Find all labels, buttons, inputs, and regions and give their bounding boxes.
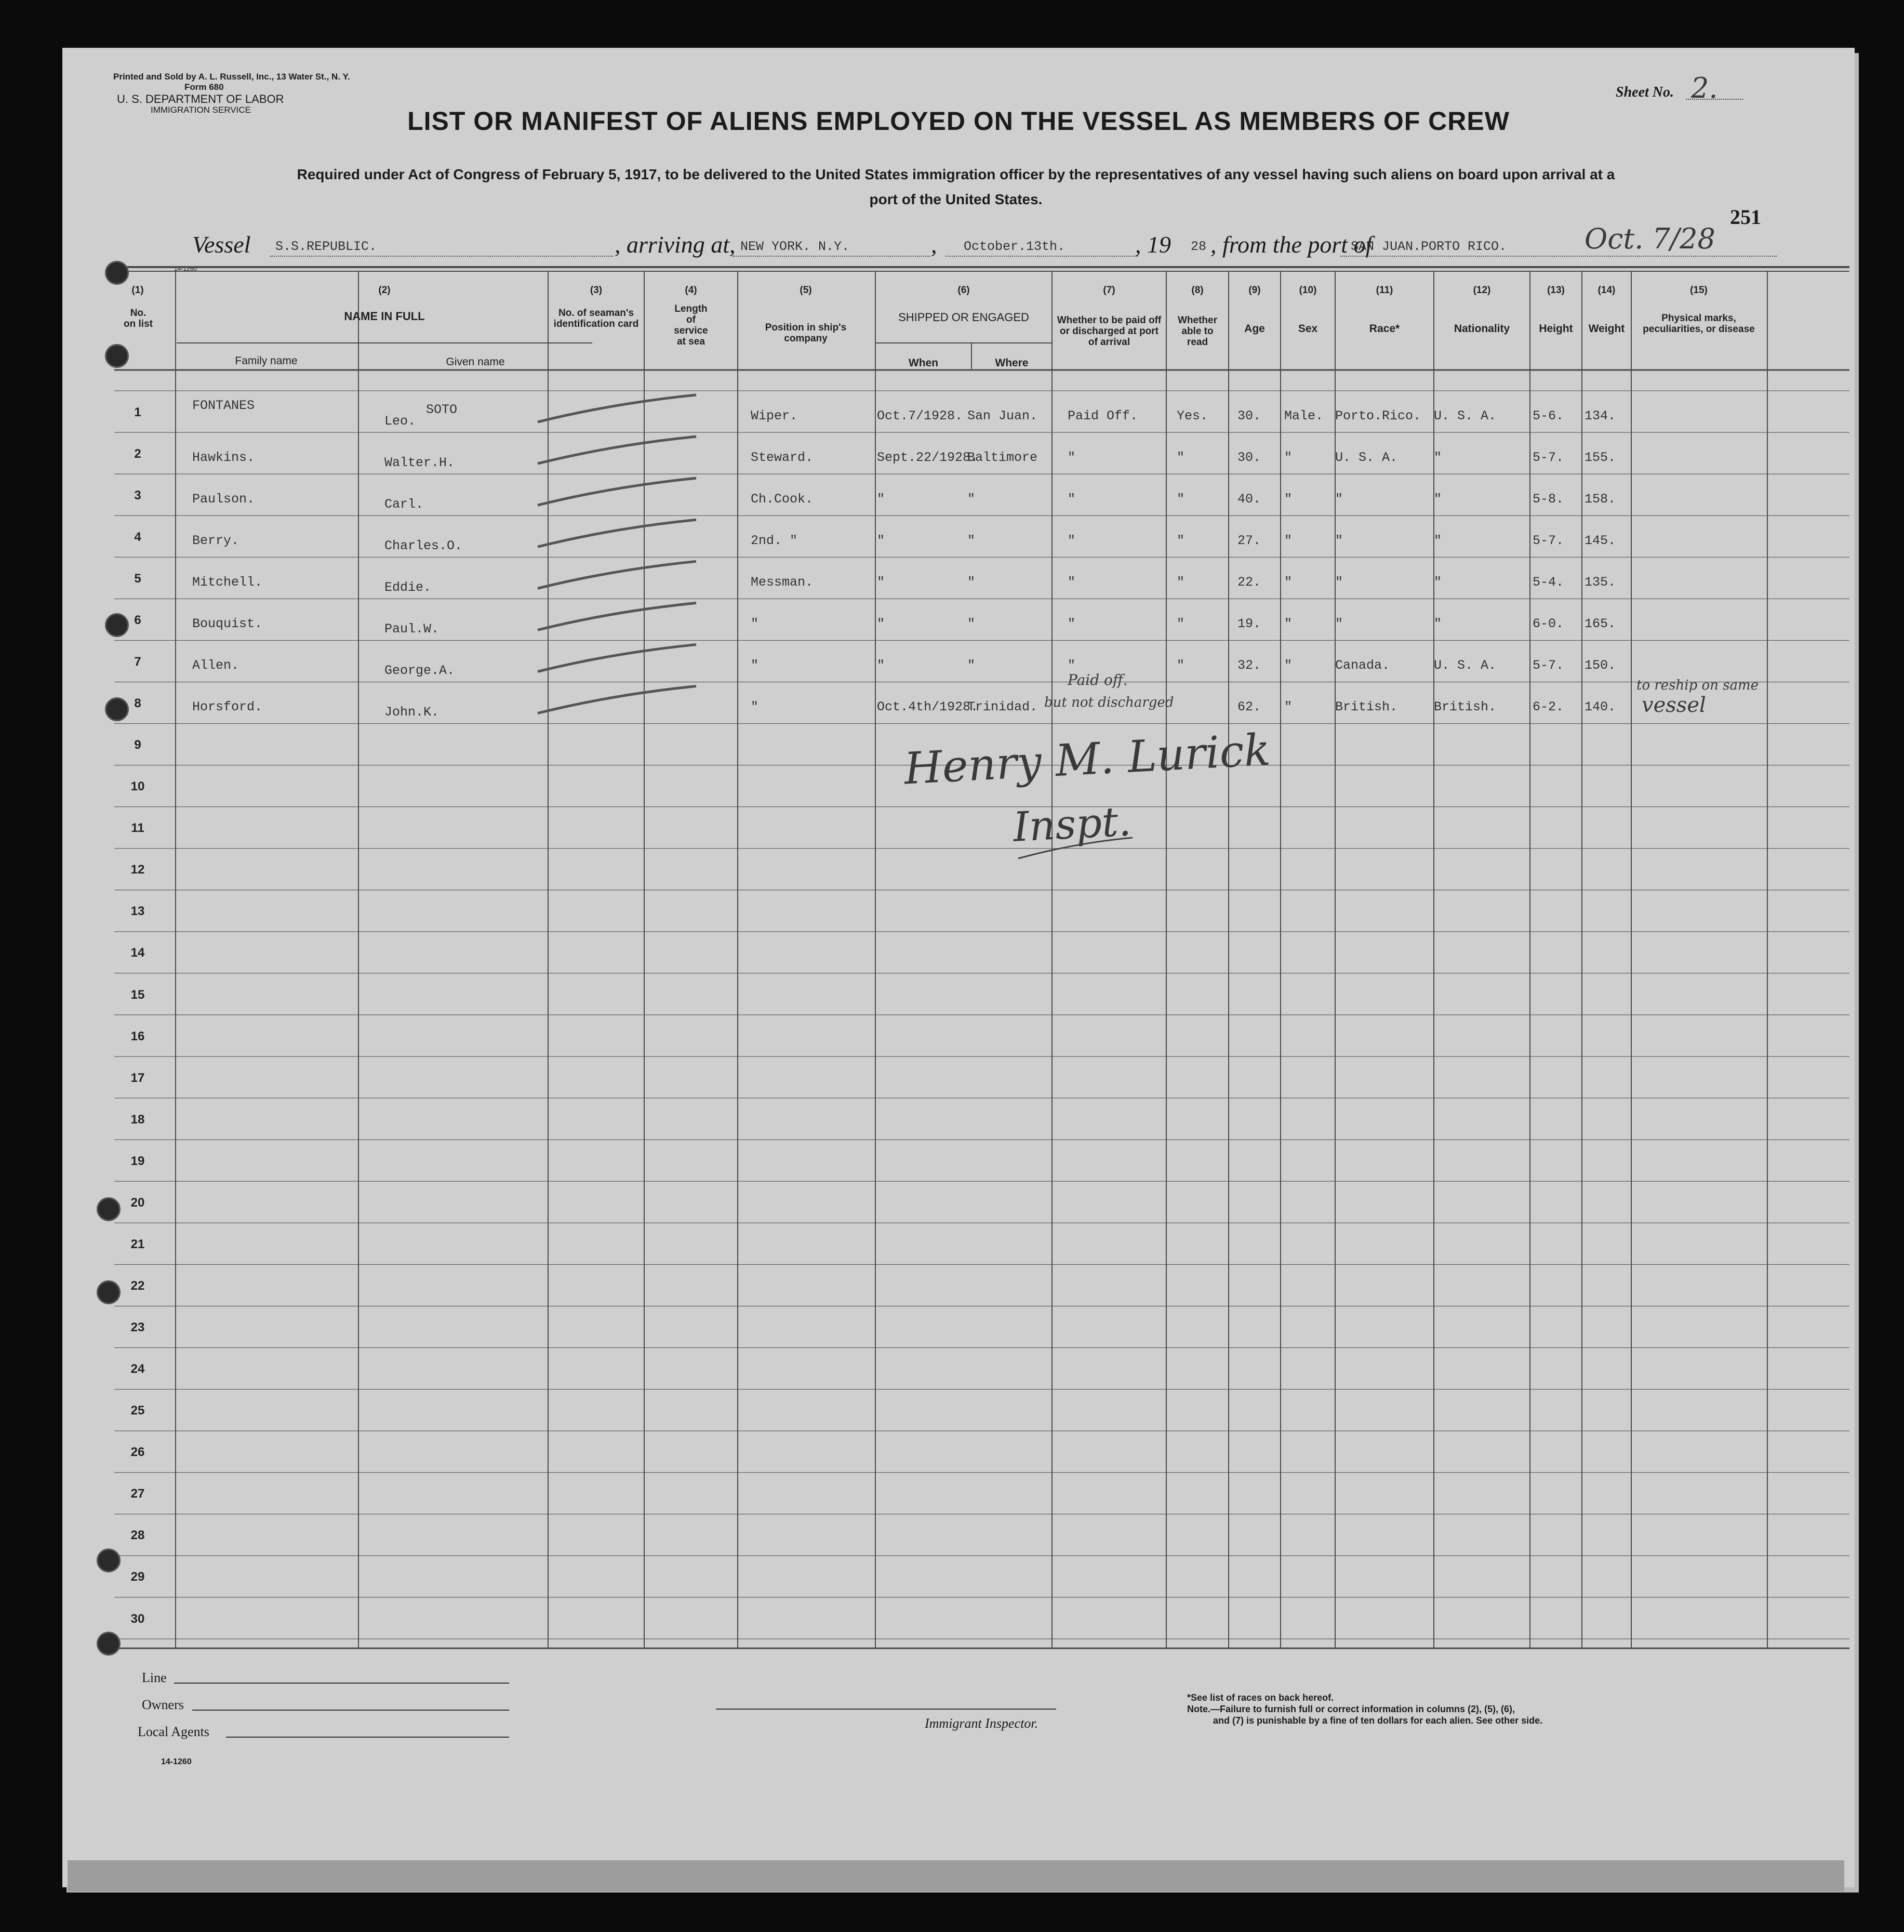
- footer-agents-rule: [226, 1737, 509, 1738]
- shipped-where: ": [967, 574, 976, 590]
- able-to-read: ": [1177, 616, 1185, 631]
- weight: 158.: [1585, 491, 1616, 507]
- col7-header: Whether to be paid off or discharged at port of arrival: [1057, 315, 1162, 348]
- paid-off: ": [1068, 533, 1076, 548]
- row-number: 20: [130, 1195, 145, 1210]
- col9-num: (9): [1248, 285, 1261, 296]
- sex: ": [1284, 616, 1293, 631]
- race: Porto.Rico.: [1335, 408, 1421, 424]
- shipped-when: ": [877, 574, 885, 590]
- age: 32.: [1237, 658, 1261, 673]
- paid-off: ": [1068, 574, 1076, 590]
- row-number: 12: [130, 863, 145, 877]
- footer-notes: [1187, 1692, 1542, 1726]
- col4-header: Length of service at sea: [674, 303, 708, 347]
- given-name: Carl.: [384, 496, 424, 512]
- stamp-number: 251: [1730, 205, 1761, 229]
- sex: ": [1284, 574, 1293, 590]
- row-number: 17: [130, 1070, 145, 1085]
- inspector-label: Immigrant Inspector.: [925, 1716, 1038, 1731]
- col6-header: SHIPPED OR ENGAGED: [898, 311, 1029, 324]
- position: Wiper.: [751, 408, 798, 424]
- vessel-name: S.S.REPUBLIC.: [275, 239, 377, 254]
- row-number: 25: [130, 1404, 145, 1418]
- race: ": [1335, 574, 1343, 590]
- nationality: U. S. A.: [1434, 408, 1497, 424]
- row-number: 18: [130, 1112, 145, 1127]
- race: U. S. A.: [1335, 449, 1398, 465]
- shipped-where: ": [967, 658, 976, 673]
- given-name: Charles.O.: [384, 538, 463, 553]
- col15-num: (15): [1690, 285, 1708, 296]
- race: ": [1335, 533, 1343, 548]
- arrival-date: October.13th.: [964, 239, 1066, 254]
- col15-header: Physical marks, peculiarities, or disease: [1643, 313, 1755, 335]
- paid-note-1: Paid off.: [1068, 671, 1128, 689]
- shipped-where: ": [967, 491, 976, 507]
- nationality: U. S. A.: [1434, 658, 1497, 673]
- able-to-read: Yes.: [1177, 408, 1208, 424]
- height: 5-8.: [1533, 491, 1564, 507]
- row-number: 10: [130, 779, 145, 794]
- binder-hole: [105, 697, 129, 721]
- paid-off: ": [1068, 449, 1076, 465]
- row-number: 19: [130, 1154, 145, 1168]
- printer-line: Printed and Sold by A. L. Russell, Inc., 13 Water St., N. Y.: [113, 72, 350, 82]
- age: 22.: [1237, 574, 1261, 590]
- year-suffix: 28: [1191, 239, 1207, 254]
- sheet-label: Sheet No.: [1616, 84, 1674, 100]
- sex: ": [1284, 658, 1293, 673]
- year-prefix: , 19: [1135, 231, 1171, 258]
- position: ": [751, 616, 759, 631]
- binder-hole: [105, 613, 129, 637]
- col11-header: Race*: [1369, 323, 1400, 335]
- id-card-stroke: [538, 520, 696, 547]
- form-code: 14-1260: [174, 265, 197, 272]
- department: U. S. DEPARTMENT OF LABOR: [117, 92, 284, 105]
- id-card-stroke: [538, 686, 696, 713]
- weight: 134.: [1585, 408, 1616, 424]
- row-number: 4: [134, 530, 141, 544]
- id-card-stroke: [538, 395, 696, 422]
- footer-agents-label: Local Agents: [138, 1724, 209, 1739]
- given-name: John.K.: [384, 705, 440, 720]
- marks-note-2: vessel: [1642, 693, 1706, 717]
- signature-title: Inspt.: [1011, 798, 1133, 851]
- height: 6-2.: [1533, 699, 1564, 715]
- able-to-read: ": [1177, 491, 1185, 507]
- given-name: Eddie.: [384, 579, 432, 595]
- comma: ,: [931, 231, 937, 258]
- shipped-when: ": [877, 616, 885, 631]
- col10-num: (10): [1299, 285, 1317, 296]
- col10-header: Sex: [1298, 323, 1318, 335]
- race: ": [1335, 491, 1343, 507]
- able-to-read: ": [1177, 533, 1185, 548]
- row-number: 11: [131, 821, 144, 836]
- from-label: , from the port of: [1210, 231, 1373, 258]
- row-number: 15: [130, 987, 145, 1002]
- height: 5-4.: [1533, 574, 1564, 590]
- row-number: 21: [130, 1237, 145, 1251]
- footer-line-label: Line: [142, 1670, 167, 1685]
- family-name: Mitchell.: [192, 574, 263, 590]
- position: Messman.: [751, 574, 814, 590]
- row-number: 5: [134, 571, 141, 586]
- id-card-stroke: [538, 561, 696, 588]
- footer-owners-label: Owners: [142, 1697, 184, 1712]
- given-name: George.A.: [384, 663, 455, 679]
- col2-family: Family name: [235, 355, 298, 367]
- nationality: ": [1434, 449, 1442, 465]
- col6-where: Where: [995, 357, 1029, 369]
- col11-num: (11): [1376, 285, 1393, 296]
- binder-hole: [97, 1632, 121, 1656]
- binder-hole: [97, 1549, 121, 1572]
- col14-num: (14): [1597, 285, 1616, 296]
- family-name: Allen.: [192, 658, 239, 673]
- shipped-where: ": [967, 616, 976, 631]
- age: 30.: [1237, 449, 1261, 465]
- id-card-stroke: [538, 478, 696, 505]
- weight: 135.: [1585, 574, 1616, 590]
- row-number: 8: [134, 696, 141, 711]
- nationality: ": [1434, 491, 1442, 507]
- footer-note-1: *See list of races on back hereof.: [1187, 1692, 1334, 1703]
- row-number: 6: [134, 613, 141, 627]
- family-name: Berry.: [192, 533, 239, 548]
- marks-note-1: to reship on same: [1636, 678, 1759, 693]
- height: 6-0.: [1533, 616, 1564, 631]
- row-number: 22: [130, 1279, 145, 1293]
- given-name: Leo.: [384, 413, 416, 429]
- row-number: 13: [130, 904, 145, 919]
- signature-name: Henry M. Lurick: [902, 724, 1272, 795]
- col9-header: Age: [1244, 323, 1265, 335]
- col13-num: (13): [1547, 285, 1565, 296]
- col1-num: (1): [131, 285, 144, 296]
- footer-line-rule: [174, 1683, 509, 1684]
- col6-num: (6): [957, 285, 970, 296]
- id-card-stroke: [538, 436, 696, 464]
- paid-off: ": [1068, 658, 1076, 673]
- handwritten-date: Oct. 7/28: [1585, 222, 1715, 255]
- underlying-page-edge: [68, 1860, 1844, 1891]
- row-number: 30: [130, 1611, 145, 1626]
- nationality: ": [1434, 533, 1442, 548]
- race: ": [1335, 616, 1343, 631]
- paid-off: Paid Off.: [1068, 408, 1138, 424]
- position: ": [751, 658, 759, 673]
- height: 5-7.: [1533, 658, 1564, 673]
- age: 27.: [1237, 533, 1261, 548]
- nationality: British.: [1434, 699, 1497, 715]
- arriving-label: , arriving at,: [615, 231, 736, 258]
- footer-note-3: and (7) is punishable by a fine of ten dollars for each alien. See other side.: [1213, 1715, 1543, 1726]
- family-name: Bouquist.: [192, 616, 263, 631]
- shipped-when: Oct.4th/1928.: [877, 699, 979, 715]
- shipped-where: Baltimore: [967, 449, 1038, 465]
- col8-header: Whether able to read: [1178, 315, 1217, 348]
- race: British.: [1335, 699, 1398, 715]
- paid-off: ": [1068, 491, 1076, 507]
- position: 2nd. ": [751, 533, 798, 548]
- footer-note-2: Note.—Failure to furnish full or correct information in columns (2), (5), (6),: [1187, 1704, 1515, 1714]
- sex: ": [1284, 699, 1293, 715]
- given-name: Paul.W.: [384, 621, 440, 637]
- family-name: FONTANES: [192, 398, 255, 413]
- inspector-rule: [716, 1709, 1056, 1710]
- row-number: 27: [130, 1487, 145, 1501]
- col1-header: No. on list: [124, 308, 153, 329]
- able-to-read: ": [1177, 658, 1185, 673]
- sheet-number: 2.: [1691, 72, 1718, 104]
- position: ": [751, 699, 759, 715]
- vessel-label: Vessel: [192, 231, 251, 258]
- age: 19.: [1237, 616, 1261, 631]
- row-number: 24: [130, 1362, 145, 1377]
- col3-header: No. of seaman's identification card: [553, 308, 639, 329]
- shipped-where: ": [967, 533, 976, 548]
- col13-header: Height: [1539, 323, 1573, 335]
- row-number: 16: [130, 1029, 145, 1043]
- service: IMMIGRATION SERVICE: [151, 105, 251, 115]
- row-number: 14: [130, 946, 145, 960]
- sex: ": [1284, 449, 1293, 465]
- given-name: Walter.H.: [384, 455, 455, 470]
- shipped-when: Sept.22/1928.: [877, 449, 979, 465]
- age: 62.: [1237, 699, 1261, 715]
- row-number: 9: [134, 738, 141, 752]
- row-number: 26: [130, 1445, 145, 1460]
- sex: Male.: [1284, 408, 1324, 424]
- col4-num: (4): [685, 285, 697, 296]
- binder-hole: [97, 1280, 121, 1304]
- binder-hole: [105, 261, 129, 285]
- col2-header: NAME IN FULL: [344, 310, 425, 323]
- paid-off: ": [1068, 616, 1076, 631]
- sex: ": [1284, 533, 1293, 548]
- weight: 145.: [1585, 533, 1616, 548]
- weight: 165.: [1585, 616, 1616, 631]
- page-title: LIST OR MANIFEST OF ALIENS EMPLOYED ON THE VESSEL AS MEMBERS OF CREW: [407, 107, 1510, 136]
- position: Steward.: [751, 449, 814, 465]
- shipped-when: ": [877, 491, 885, 507]
- height: 5-7.: [1533, 533, 1564, 548]
- shipped-where: San Juan.: [967, 408, 1038, 424]
- given-name-extra: SOTO: [426, 402, 458, 417]
- weight: 150.: [1585, 658, 1616, 673]
- family-name: Horsford.: [192, 699, 263, 715]
- col12-num: (12): [1473, 285, 1491, 296]
- col2-given: Given name: [446, 356, 505, 368]
- row-number: 29: [130, 1570, 145, 1584]
- height: 5-6.: [1533, 408, 1564, 424]
- shipped-where: Trinidad.: [967, 699, 1038, 715]
- family-name: Hawkins.: [192, 449, 255, 465]
- shipped-when: ": [877, 533, 885, 548]
- sex: ": [1284, 491, 1293, 507]
- col5-num: (5): [800, 285, 812, 296]
- footer-code: 14-1260: [161, 1757, 192, 1766]
- nationality: ": [1434, 616, 1442, 631]
- row-number: 3: [134, 488, 141, 502]
- subtitle-line-1: Required under Act of Congress of February 5, 1917, to be delivered to the United States immigration officer by the representatives of any vessel having such aliens on board upon arrival at a: [297, 166, 1615, 182]
- arrival-port: NEW YORK. N.Y.: [740, 239, 850, 254]
- col3-num: (3): [590, 285, 603, 296]
- row-number: 7: [134, 655, 141, 669]
- shipped-when: Oct.7/1928.: [877, 408, 963, 424]
- col5-header: Position in ship's company: [765, 322, 847, 344]
- row-number: 1: [134, 405, 141, 419]
- row-number: 23: [130, 1320, 145, 1335]
- col7-num: (7): [1103, 285, 1115, 296]
- weight: 140.: [1585, 699, 1616, 715]
- subtitle-line-2: port of the United States.: [869, 191, 1043, 207]
- col6-when: When: [908, 357, 939, 369]
- footer-owners-rule: [192, 1710, 509, 1711]
- position: Ch.Cook.: [751, 491, 814, 507]
- form-number: Form 680: [184, 82, 224, 92]
- age: 30.: [1237, 408, 1261, 424]
- binder-hole: [105, 344, 129, 368]
- age: 40.: [1237, 491, 1261, 507]
- height: 5-7.: [1533, 449, 1564, 465]
- shipped-when: ": [877, 658, 885, 673]
- binder-hole: [97, 1197, 121, 1221]
- able-to-read: ": [1177, 449, 1185, 465]
- family-name: Paulson.: [192, 491, 255, 507]
- col2-num: (2): [378, 285, 391, 296]
- nationality: ": [1434, 574, 1442, 590]
- paid-note-2: but not discharged: [1044, 695, 1174, 710]
- col12-header: Nationality: [1454, 323, 1510, 335]
- departure-port: SAN JUAN.PORTO RICO.: [1351, 239, 1507, 254]
- id-card-stroke: [538, 644, 696, 671]
- row-number: 28: [130, 1528, 145, 1543]
- race: Canada.: [1335, 658, 1390, 673]
- col8-num: (8): [1191, 285, 1204, 296]
- col14-header: Weight: [1588, 323, 1625, 335]
- row-number: 2: [134, 446, 141, 461]
- id-card-stroke: [538, 603, 696, 630]
- able-to-read: ": [1177, 574, 1185, 590]
- manifest-sheet: [62, 48, 1855, 1887]
- weight: 155.: [1585, 449, 1616, 465]
